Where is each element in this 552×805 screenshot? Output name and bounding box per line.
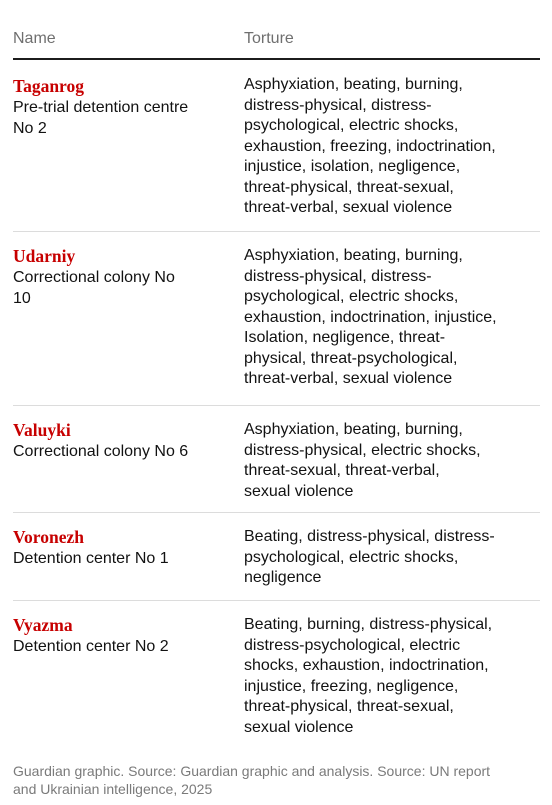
source-line: and Ukrainian intelligence, 2025: [13, 781, 213, 797]
torture-list: Asphyxiation, beating, burning, distress-physical, distress- psychological, electric shocks, exhaustion, indoctrination, injustice, Isolation, negligence, threat- physical, threat-psychological, threat-verbal, sexual violence: [244, 247, 497, 387]
facility-name: Correctional colony No 10: [13, 269, 175, 307]
torture-list: Asphyxiation, beating, burning, distress-physical, distress- psychological, electric shocks, exhaustion, freezing, indoctrination, injustice, isolation, negligence, threat-physical, threat-sexual, threat-verbal, sexual violence: [244, 76, 496, 216]
name-cell: [13, 246, 223, 309]
name-cell: [13, 615, 223, 657]
torture-list: Beating, burning, distress-physical, distress-psychological, electric shocks, exhaustion, indoctrination, injustice, freezing, negligence, threat-physical, threat-sexual, sexual violence: [244, 616, 493, 736]
facility-name: Detention center No 2: [13, 638, 169, 655]
facility-name: Detention center No 1: [13, 550, 169, 567]
torture-list: Beating, distress-physical, distress- psychological, electric shocks, negligence: [244, 528, 495, 586]
torture-table: [13, 0, 540, 751]
place-name: Udarniy: [13, 246, 76, 266]
table-row-voronezh: [13, 513, 540, 601]
torture-column-header: Torture: [244, 30, 294, 47]
source-footnote: [13, 762, 538, 798]
facility-name: Correctional colony No 6: [13, 443, 189, 460]
name-column-header: Name: [13, 30, 56, 47]
place-name: Valuyki: [13, 420, 71, 440]
table-header: [13, 0, 540, 60]
place-name: Voronezh: [13, 527, 84, 547]
place-name: Vyazma: [13, 615, 73, 635]
table-row-valuyki: [13, 406, 540, 513]
table-row-vyazma: [13, 601, 540, 751]
torture-list: Asphyxiation, beating, burning, distress-physical, electric shocks, threat-sexual, threat-verbal, sexual violence: [244, 421, 481, 500]
table-row-taganrog: [13, 60, 540, 232]
place-name: Taganrog: [13, 76, 84, 96]
name-cell: [13, 76, 223, 139]
name-cell: [13, 420, 223, 462]
name-cell: [13, 527, 223, 569]
source-line: Guardian graphic. Source: Guardian graphic and analysis. Source: UN report: [13, 763, 491, 779]
facility-name: Pre-trial detention centre No 2: [13, 99, 189, 137]
table-row-udarniy: [13, 232, 540, 406]
